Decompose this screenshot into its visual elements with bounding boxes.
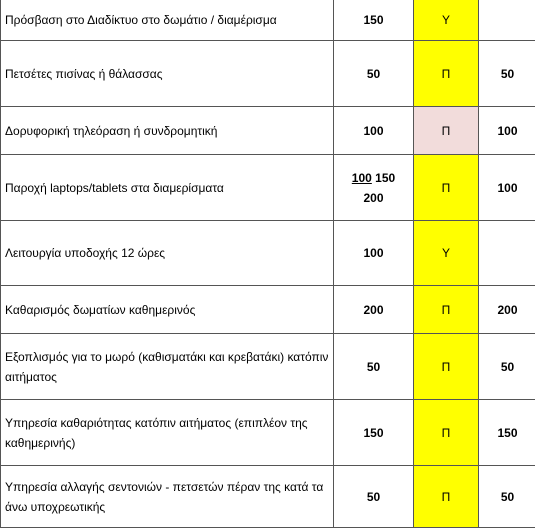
row-score: 150 xyxy=(479,400,535,466)
row-description: Πρόσβαση στο Διαδίκτυο στο δωμάτιο / διαμέρισμα xyxy=(1,0,334,41)
row-description: Δορυφορική τηλεόραση ή συνδρομητική xyxy=(1,107,334,155)
row-score xyxy=(479,221,535,286)
row-score: 50 xyxy=(479,466,535,528)
table-row xyxy=(1,155,535,221)
table-row xyxy=(1,41,535,107)
table-row xyxy=(1,334,535,400)
row-points: 100 xyxy=(334,107,414,155)
row-score xyxy=(479,0,535,41)
row-type: Π xyxy=(414,107,479,155)
row-points: 150 xyxy=(334,0,414,41)
row-description: Παροχή laptops/tablets στα διαμερίσματα xyxy=(1,155,334,221)
points-line-2: 200 xyxy=(338,188,409,208)
points-old: 100 xyxy=(352,171,372,185)
row-description: Υπηρεσία αλλαγής σεντονιών - πετσετών πέραν της κατά τα άνω υποχρεωτικής xyxy=(1,466,334,528)
table-row xyxy=(1,466,535,528)
row-description: Πετσέτες πισίνας ή θάλασσας xyxy=(1,41,334,107)
row-description: Υπηρεσία καθαριότητας κατόπιν αιτήματος (επιπλέον της καθημερινής) xyxy=(1,400,334,466)
row-type: Π xyxy=(414,155,479,221)
row-score: 50 xyxy=(479,334,535,400)
row-description: Λειτουργία υποδοχής 12 ώρες xyxy=(1,221,334,286)
row-score: 100 xyxy=(479,107,535,155)
points-new: 150 xyxy=(375,171,395,185)
points-line-1 xyxy=(338,168,409,188)
row-score: 100 xyxy=(479,155,535,221)
row-description: Καθαρισμός δωματίων καθημερινός xyxy=(1,286,334,334)
row-points: 100 xyxy=(334,221,414,286)
row-type: Π xyxy=(414,466,479,528)
table-row xyxy=(1,400,535,466)
row-points: 200 xyxy=(334,286,414,334)
row-score: 50 xyxy=(479,41,535,107)
row-type: Π xyxy=(414,41,479,107)
row-points: 50 xyxy=(334,41,414,107)
row-points: 50 xyxy=(334,334,414,400)
row-points: 50 xyxy=(334,466,414,528)
row-score: 200 xyxy=(479,286,535,334)
table-row xyxy=(1,286,535,334)
table-row xyxy=(1,221,535,286)
row-description: Εξοπλισμός για το μωρό (καθισματάκι και κρεβατάκι) κατόπιν αιτήματος xyxy=(1,334,334,400)
row-type: Π xyxy=(414,286,479,334)
table-row xyxy=(1,107,535,155)
row-points: 150 xyxy=(334,400,414,466)
row-points xyxy=(334,155,414,221)
row-type: Υ xyxy=(414,221,479,286)
row-type: Υ xyxy=(414,0,479,41)
row-type: Π xyxy=(414,400,479,466)
row-type: Π xyxy=(414,334,479,400)
table-row xyxy=(1,0,535,41)
